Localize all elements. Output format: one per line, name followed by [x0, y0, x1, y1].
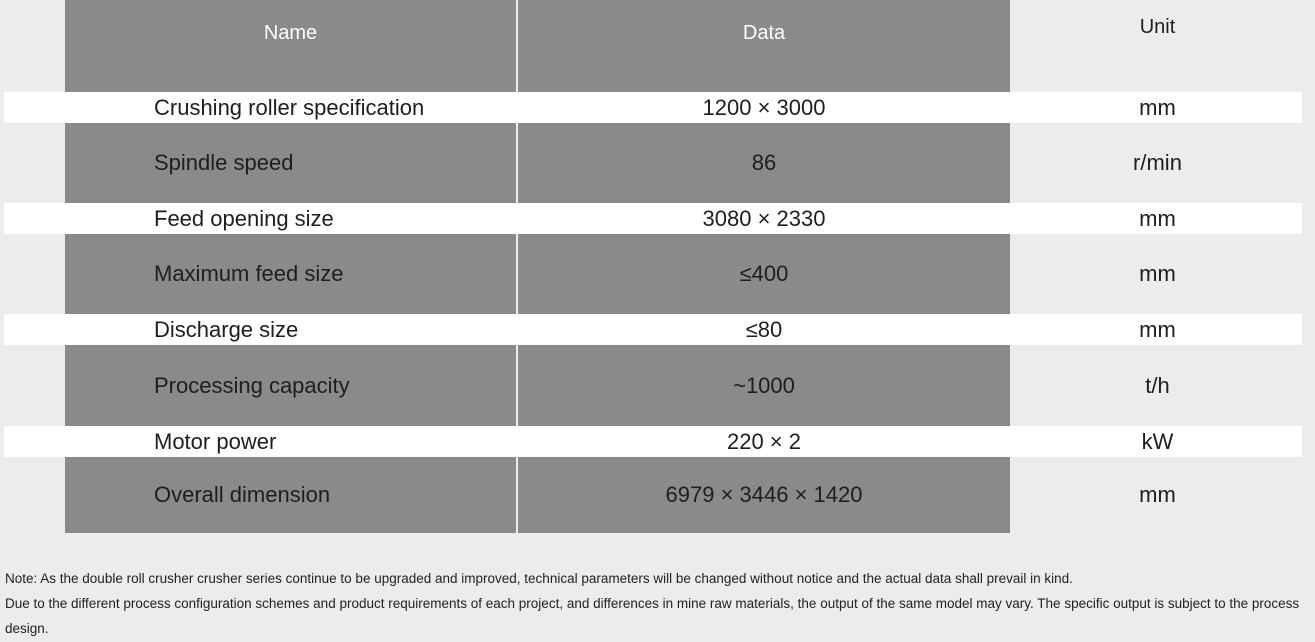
row-name: Overall dimension — [154, 482, 331, 507]
note-line-1: Note: As the double roll crusher crusher series continue to be upgraded and improved, technical parameters will be changed without notice and the actual data shall prevail in kind. — [5, 571, 1073, 586]
row-data: ~1000 — [733, 372, 795, 398]
row-data: ≤80 — [745, 316, 783, 342]
header-data: Data — [742, 22, 786, 44]
table-row — [4, 426, 1302, 457]
row-name: Processing capacity — [154, 372, 350, 398]
row-data: 220 × 2 — [726, 428, 801, 454]
row-unit: t/h — [1145, 372, 1170, 398]
row-unit: kW — [1141, 428, 1174, 454]
header-unit: Unit — [1139, 16, 1176, 38]
row-data: 1200 × 3000 — [702, 94, 826, 120]
table-row — [4, 92, 1302, 123]
row-name: Crushing roller specification — [154, 94, 425, 120]
row-data: 3080 × 2330 — [702, 205, 826, 231]
row-unit: mm — [1139, 205, 1176, 231]
row-unit: r/min — [1133, 150, 1182, 175]
row-name: Spindle speed — [154, 150, 294, 175]
row-data: 6979 × 3446 × 1420 — [665, 482, 863, 507]
row-name: Motor power — [154, 428, 277, 454]
table-row — [4, 123, 1302, 203]
row-unit: mm — [1139, 482, 1176, 507]
row-unit: mm — [1139, 94, 1176, 120]
row-unit: mm — [1139, 261, 1176, 286]
row-unit: mm — [1139, 316, 1176, 342]
row-data: 86 — [751, 150, 777, 175]
row-name: Feed opening size — [154, 205, 334, 231]
table-row — [4, 314, 1302, 345]
row-name: Maximum feed size — [154, 261, 344, 286]
notes-section — [5, 566, 1310, 641]
table-row — [4, 345, 1302, 426]
note-line-2: Due to the different process configuration schemes and product requirements of each project, and differences in mine raw materials, the output of the same model may vary. The specific output is subject to the process design. — [5, 596, 1300, 636]
table-row — [4, 457, 1302, 533]
table-row — [4, 234, 1302, 314]
table-row — [4, 203, 1302, 234]
header-name: Name — [263, 22, 318, 44]
row-data: ≤400 — [739, 261, 789, 286]
row-name: Discharge size — [154, 316, 299, 342]
